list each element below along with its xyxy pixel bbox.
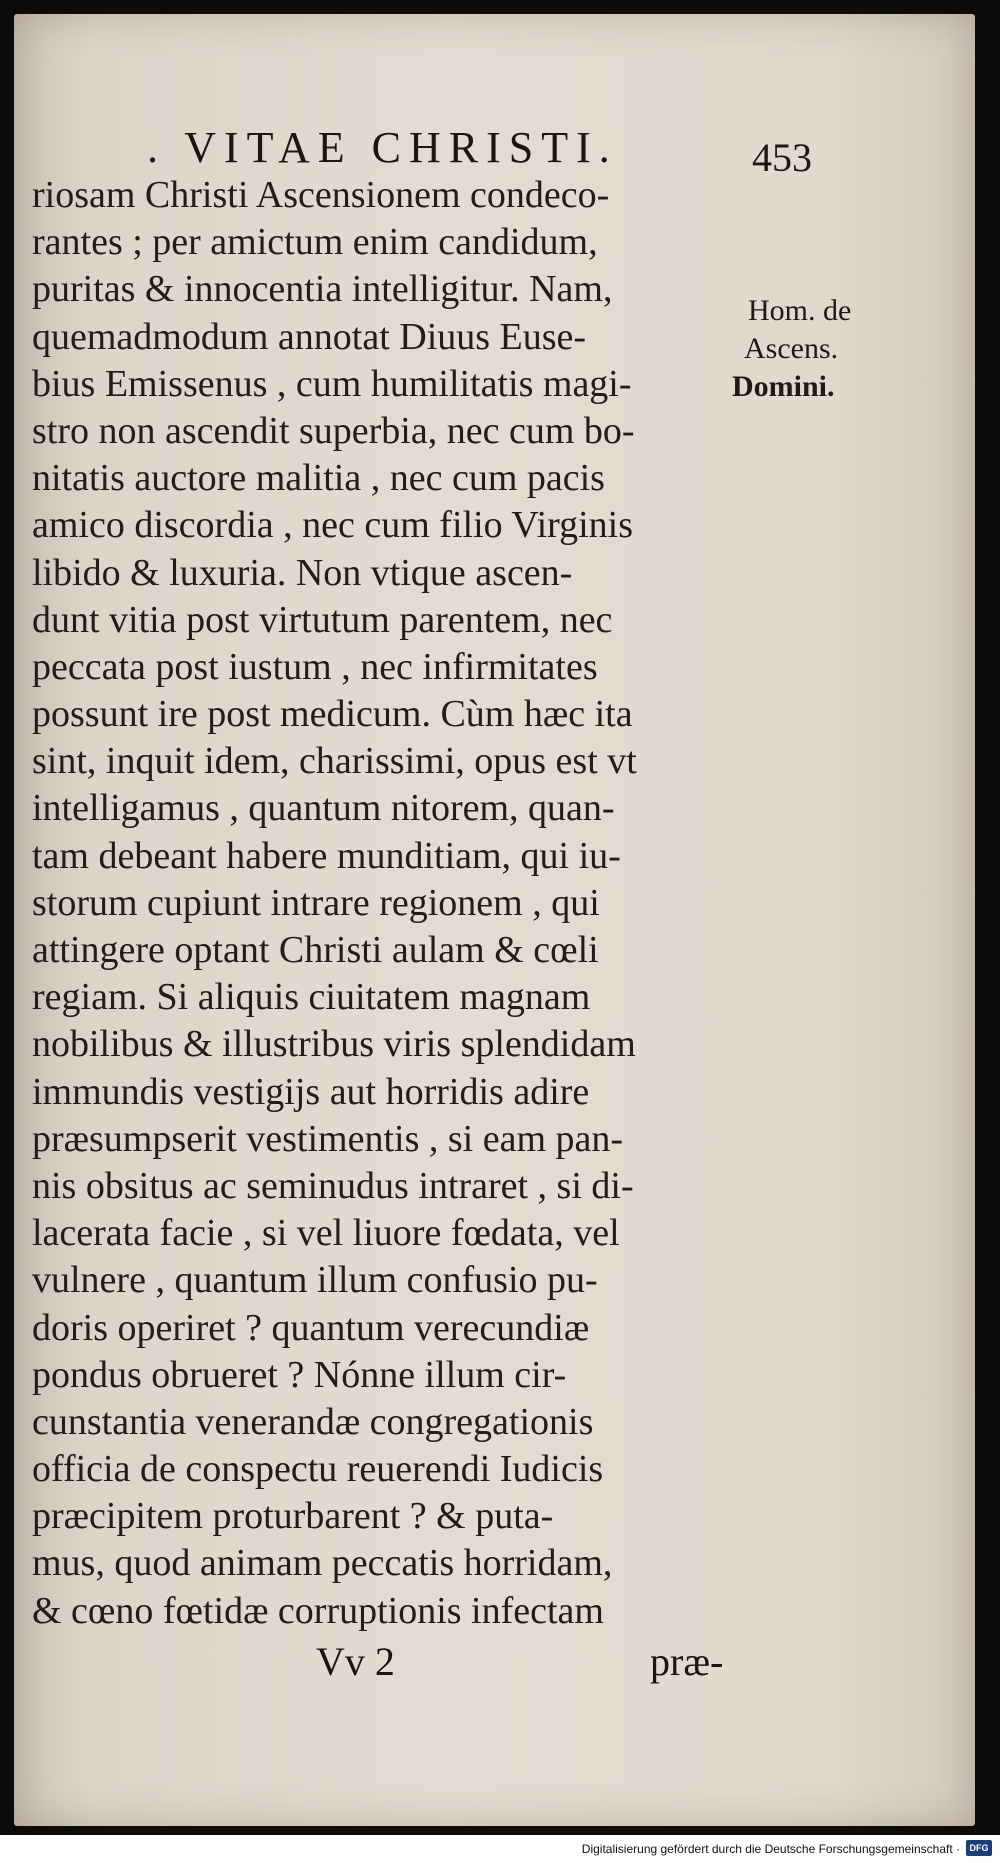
page-number: 453 bbox=[752, 135, 812, 180]
text-line: intelligamus , quantum nitorem, quan- bbox=[32, 787, 615, 830]
text-line: bius Emissenus , cum humilitatis magi- bbox=[32, 362, 632, 405]
text-line: præcipitem proturbarent ? & puta- bbox=[32, 1495, 554, 1538]
book-page bbox=[14, 14, 975, 1826]
margin-note-line: Hom. de bbox=[748, 294, 852, 327]
catchword: præ- bbox=[650, 1639, 724, 1684]
dfg-logo-icon: DFG bbox=[966, 1840, 992, 1856]
text-line: regiam. Si aliquis ciuitatem magnam bbox=[32, 976, 591, 1019]
signature-mark: Vv 2 bbox=[316, 1639, 395, 1684]
text-line: immundis vestigijs aut horridis adire bbox=[32, 1070, 590, 1113]
text-line: pondus obrueret ? Nónne illum cir- bbox=[32, 1353, 567, 1396]
text-line: puritas & innocentia intelligitur. Nam, bbox=[32, 268, 613, 311]
text-line: peccata post iustum , nec infirmitates bbox=[32, 645, 598, 688]
body-text bbox=[32, 172, 744, 1635]
digitization-notice: Digitalisierung gefördert durch die Deutsche Forschungsgemeinschaft · bbox=[581, 1842, 960, 1856]
text-line: attingere optant Christi aulam & cœli bbox=[32, 929, 599, 971]
text-line: præsumpserit vestimentis , si eam pan- bbox=[32, 1117, 624, 1160]
text-line: possunt ire post medicum. Cùm hæc ita bbox=[32, 693, 633, 736]
text-line: dunt vitia post virtutum parentem, nec bbox=[32, 598, 613, 641]
text-line: lacerata facie , si vel liuore fœdata, vel bbox=[32, 1212, 620, 1255]
text-line: nis obsitus ac seminudus intraret , si di- bbox=[32, 1164, 634, 1207]
text-line: sint, inquit idem, charissimi, opus est vt bbox=[32, 740, 637, 783]
text-line: & cœno fœtidæ corruptionis infectam bbox=[32, 1589, 604, 1632]
text-line: libido & luxuria. Non vtique ascen- bbox=[32, 551, 573, 594]
text-line: stro non ascendit superbia, nec cum bo- bbox=[32, 409, 635, 452]
text-line: amico discordia , nec cum filio Virginis bbox=[32, 504, 634, 547]
running-title: . VITAE CHRISTI. bbox=[147, 123, 618, 172]
text-line: vulnere , quantum illum confusio pu- bbox=[32, 1259, 598, 1302]
margin-note bbox=[732, 292, 851, 406]
text-line: tam debeant habere munditiam, qui iu- bbox=[32, 834, 621, 877]
text-line: quemadmodum annotat Diuus Euse- bbox=[32, 315, 587, 358]
text-line: cunstantia venerandæ congregationis bbox=[32, 1400, 594, 1443]
digitization-footer bbox=[0, 1835, 1000, 1863]
text-line: nobilibus & illustribus viris splendidam bbox=[32, 1023, 636, 1066]
margin-note-line: Ascens. bbox=[744, 332, 839, 365]
margin-note-line: Domini. bbox=[732, 370, 835, 403]
text-line: mus, quod animam peccatis horridam, bbox=[32, 1542, 613, 1585]
text-line: officia de conspectu reuerendi Iudicis bbox=[32, 1448, 604, 1491]
text-line: storum cupiunt intrare regionem , qui bbox=[32, 881, 600, 924]
text-line: riosam Christi Ascensionem condeco- bbox=[32, 174, 610, 216]
text-line: doris operiret ? quantum verecundiæ bbox=[32, 1306, 590, 1349]
text-line: rantes ; per amictum enim candidum, bbox=[32, 221, 598, 264]
text-line: nitatis auctore malitia , nec cum pacis bbox=[32, 457, 605, 500]
